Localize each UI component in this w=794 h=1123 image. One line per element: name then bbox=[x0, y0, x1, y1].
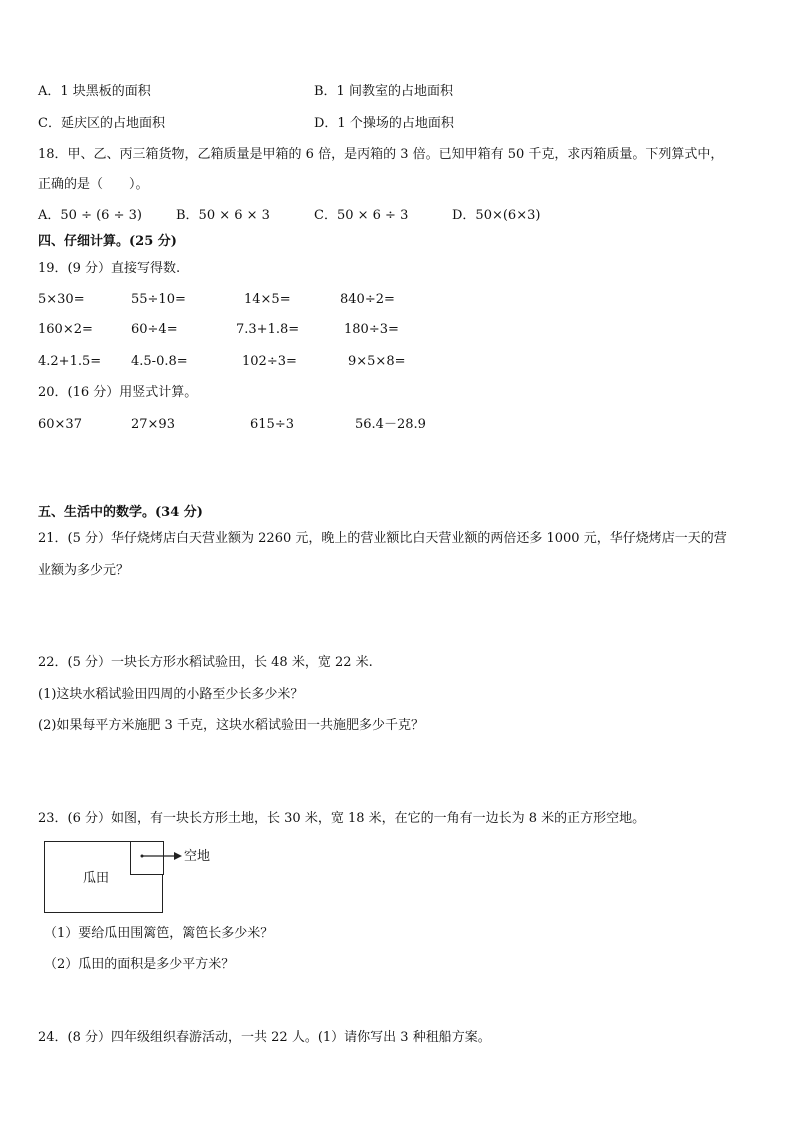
q20-item: 27×93 bbox=[131, 417, 175, 432]
option-c: C．延庆区的占地面积 bbox=[38, 116, 165, 131]
q23-title: 23．(6 分）如图，有一块长方形土地，长 30 米，宽 18 米，在它的一角有一边长为 8 米的正方形空地。 bbox=[38, 811, 646, 826]
option-b: B．1 间教室的占地面积 bbox=[314, 84, 453, 99]
q23-sub1: （1）要给瓜田围篱笆，篱笆长多少米？ bbox=[44, 926, 274, 941]
q21-line2: 业额为多少元？ bbox=[38, 563, 130, 578]
q24-title: 24．(8 分）四年级组织春游活动，一共 22 人。(1）请你写出 3 种租船方案。 bbox=[38, 1030, 491, 1045]
q22-title: 22．(5 分）一块长方形水稻试验田，长 48 米，宽 22 米. bbox=[38, 655, 373, 670]
option-d: D．1 个操场的占地面积 bbox=[314, 116, 454, 131]
q19-item: 4.5-0.8= bbox=[131, 354, 188, 369]
q19-title: 19．(9 分）直接写得数. bbox=[38, 261, 181, 276]
q19-item: 840÷2= bbox=[340, 292, 395, 307]
q19-item: 180÷3= bbox=[344, 322, 399, 337]
q19-item: 7.3+1.8= bbox=[236, 322, 300, 337]
q20-title: 20．(16 分）用竖式计算。 bbox=[38, 385, 198, 400]
q19-item: 4.2+1.5= bbox=[38, 354, 102, 369]
q19-item: 5×30= bbox=[38, 292, 85, 307]
q19-item: 9×5×8= bbox=[348, 354, 406, 369]
q18-stem-line1: 18．甲、乙、丙三箱货物，乙箱质量是甲箱的 6 倍，是丙箱的 3 倍。已知甲箱有 50 千克，求丙箱质量。下列算式中， bbox=[38, 147, 724, 162]
q19-item: 14×5= bbox=[244, 292, 291, 307]
q19-item: 60÷4= bbox=[131, 322, 178, 337]
section4-title: 四、仔细计算。(25 分) bbox=[38, 234, 177, 249]
q20-item: 56.4－28.9 bbox=[355, 417, 426, 432]
empty-plot-label: 空地 bbox=[184, 849, 211, 864]
q19-item: 160×2= bbox=[38, 322, 93, 337]
q18-option-a: A．50 ÷ (6 ÷ 3) bbox=[38, 208, 142, 223]
q18-option-b: B．50 × 6 × 3 bbox=[176, 208, 270, 223]
q20-item: 615÷3 bbox=[250, 417, 294, 432]
q18-option-d: D．50×(6×3) bbox=[452, 208, 541, 223]
q18-stem-line2: 正确的是（ ）。 bbox=[38, 177, 149, 192]
melon-field-label: 瓜田 bbox=[83, 871, 110, 886]
q21-line1: 21．(5 分）华仔烧烤店白天营业额为 2260 元，晚上的营业额比白天营业额的两倍还多 1000 元，华仔烧烤店一天的营 bbox=[38, 531, 727, 546]
option-a: A．1 块黑板的面积 bbox=[38, 84, 151, 99]
q22-sub1: (1)这块水稻试验田四周的小路至少长多少米？ bbox=[38, 687, 304, 702]
q18-option-c: C．50 × 6 ÷ 3 bbox=[314, 208, 409, 223]
section5-title: 五、生活中的数学。(34 分) bbox=[38, 505, 203, 520]
arrow-icon bbox=[140, 850, 186, 862]
q22-sub2: (2)如果每平方米施肥 3 千克，这块水稻试验田一共施肥多少千克？ bbox=[38, 718, 424, 733]
q19-item: 55÷10= bbox=[131, 292, 186, 307]
q19-item: 102÷3= bbox=[242, 354, 297, 369]
q23-sub2: （2）瓜田的面积是多少平方米？ bbox=[44, 957, 235, 972]
q20-item: 60×37 bbox=[38, 417, 82, 432]
